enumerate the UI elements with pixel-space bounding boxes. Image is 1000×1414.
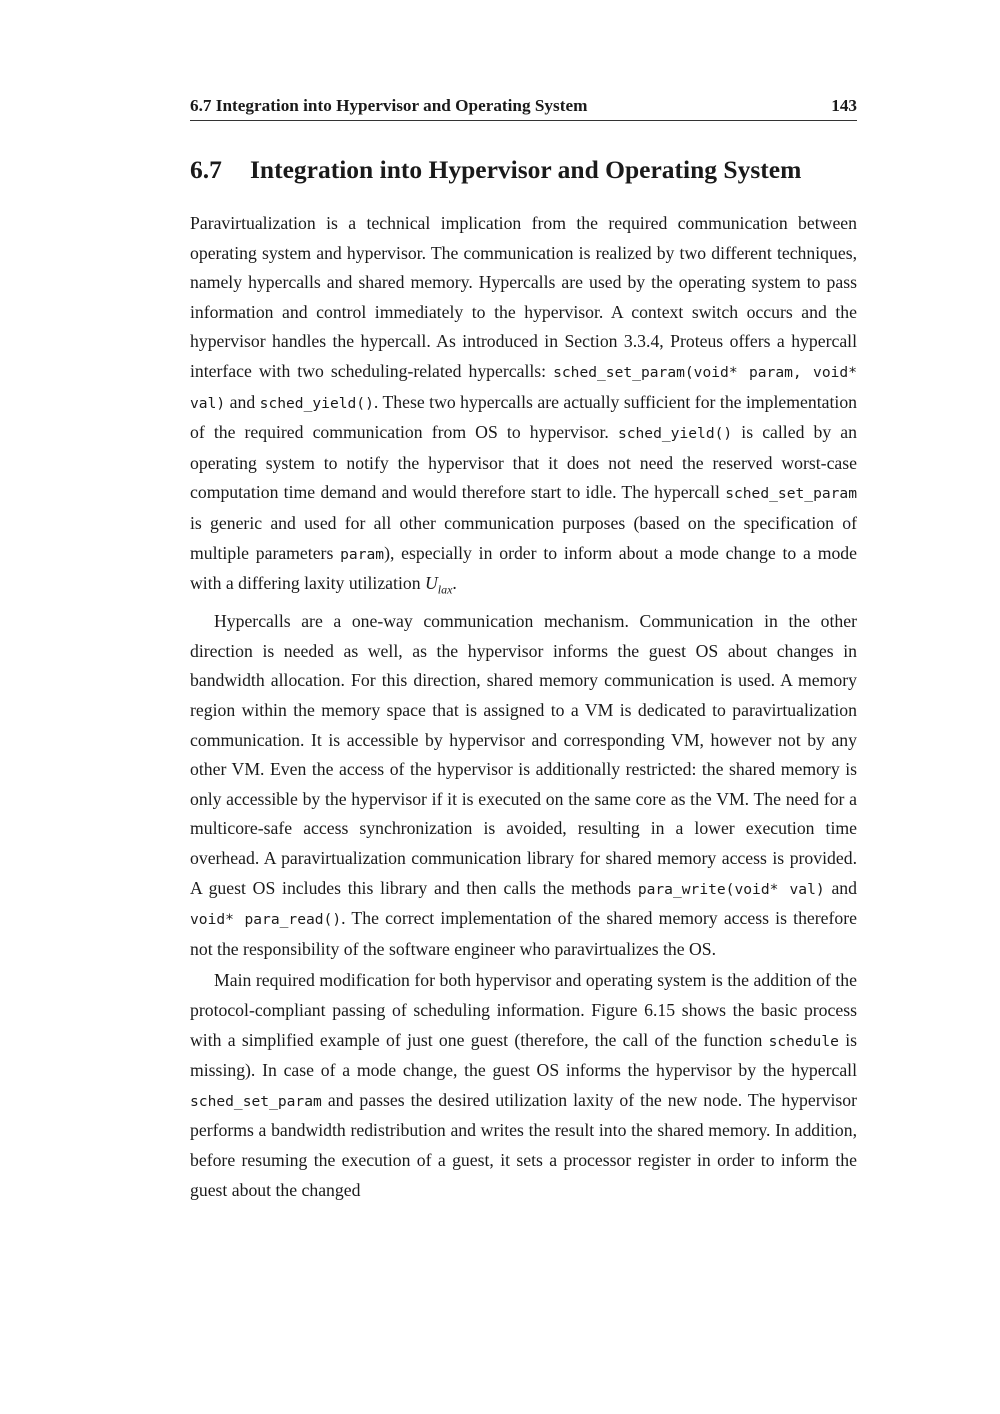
text-span: Paravirtualization is a technical implication from the required communication between operating system and hypervisor. The communication is realized by two different techniques, namely hypercalls and shared memory. Hypercalls are used by the operating system to pass information and control immediately to the hypervisor. A context switch occurs and the hypervisor handles the hypercall. As introduced in Section 3.3.4, Proteus offers a hypercall interface with two scheduling-related hypercalls:	[190, 213, 857, 381]
paragraph-1	[190, 209, 857, 605]
text-span: and	[225, 391, 260, 412]
code-span: sched_set_param(void* param, void* val)	[190, 363, 857, 412]
text-span: and	[824, 877, 857, 898]
text-span: is generic and used for all other communication purposes (based on the specification of multiple parameters	[190, 512, 857, 563]
running-title: 6.7 Integration into Hypervisor and Operating System	[190, 96, 588, 115]
code-span: void* para_read()	[190, 911, 342, 929]
code-span: param	[340, 545, 385, 563]
running-header	[190, 96, 857, 121]
math-variable: U	[424, 573, 438, 594]
body-text	[190, 209, 857, 1205]
section-title: Integration into Hypervisor and Operating System	[250, 155, 802, 184]
code-span: sched_set_param	[190, 1092, 322, 1110]
text-span: .	[452, 573, 457, 594]
code-span: sched_yield()	[617, 425, 733, 443]
section-heading	[190, 155, 857, 185]
code-span: schedule	[768, 1032, 839, 1050]
section-number: 6.7	[190, 155, 222, 184]
code-span: para_write(void* val)	[637, 880, 825, 898]
text-span: is missing). In case of a mode change, the guest OS informs the hypervisor by the hypercall	[190, 1029, 857, 1081]
code-span: sched_set_param	[725, 485, 857, 503]
math-subscript: lax	[437, 582, 453, 597]
text-span: Hypercalls are a one-way communication mechanism. Communication in the other direction is needed as well, as the hypervisor informs the guest OS about changes in bandwidth allocation. For this direction, shared memory communication is used. A memory region within the memory space that is assigned to a VM is dedicated to paravirtualization communication. It is accessible by hypervisor and corresponding VM, however not by any other VM. Even the access of the hypervisor is additionally restricted: the shared memory is only accessible by the hypervisor if it is executed on the same core as the VM. The need for a multicore-safe access synchronization is avoided, resulting in a lower execution time overhead. A paravirtualization communication library for shared memory access is provided. A guest OS includes this library and then calls the methods	[190, 611, 857, 898]
code-span: sched_yield()	[259, 394, 374, 412]
page-number: 143	[831, 96, 857, 115]
text-span: . These two hypercalls are actually sufficient for the implementation of the required communication from OS to hypervisor.	[190, 391, 858, 443]
text-span: Main required modification for both hypervisor and operating system is the addition of the protocol-compliant passing of scheduling information. Figure 6.15 shows the basic process with a simplified example of just one guest (therefore, the call of the function	[190, 970, 857, 1050]
paragraph-3	[190, 966, 857, 1205]
text-span: . The correct implementation of the shared memory access is therefore not the responsibility of the software engineer who paravirtualizes the OS.	[190, 908, 857, 959]
text-span: and passes the desired utilization laxity of the new node. The hypervisor performs a bandwidth redistribution and writes the result into the shared memory. In addition, before resuming the execution of a guest, it sets a processor register in order to inform the guest about the changed	[190, 1089, 857, 1200]
document-page	[190, 96, 857, 1207]
math-symbol	[424, 573, 453, 597]
text-span: is called by an operating system to notify the hypervisor that it does not need the reserved worst-case computation time demand and would therefore start to idle. The hypercall	[190, 422, 857, 503]
paragraph-2	[190, 607, 857, 964]
text-span: ), especially in order to inform about a mode change to a mode with a differing laxity utilization	[190, 542, 857, 594]
